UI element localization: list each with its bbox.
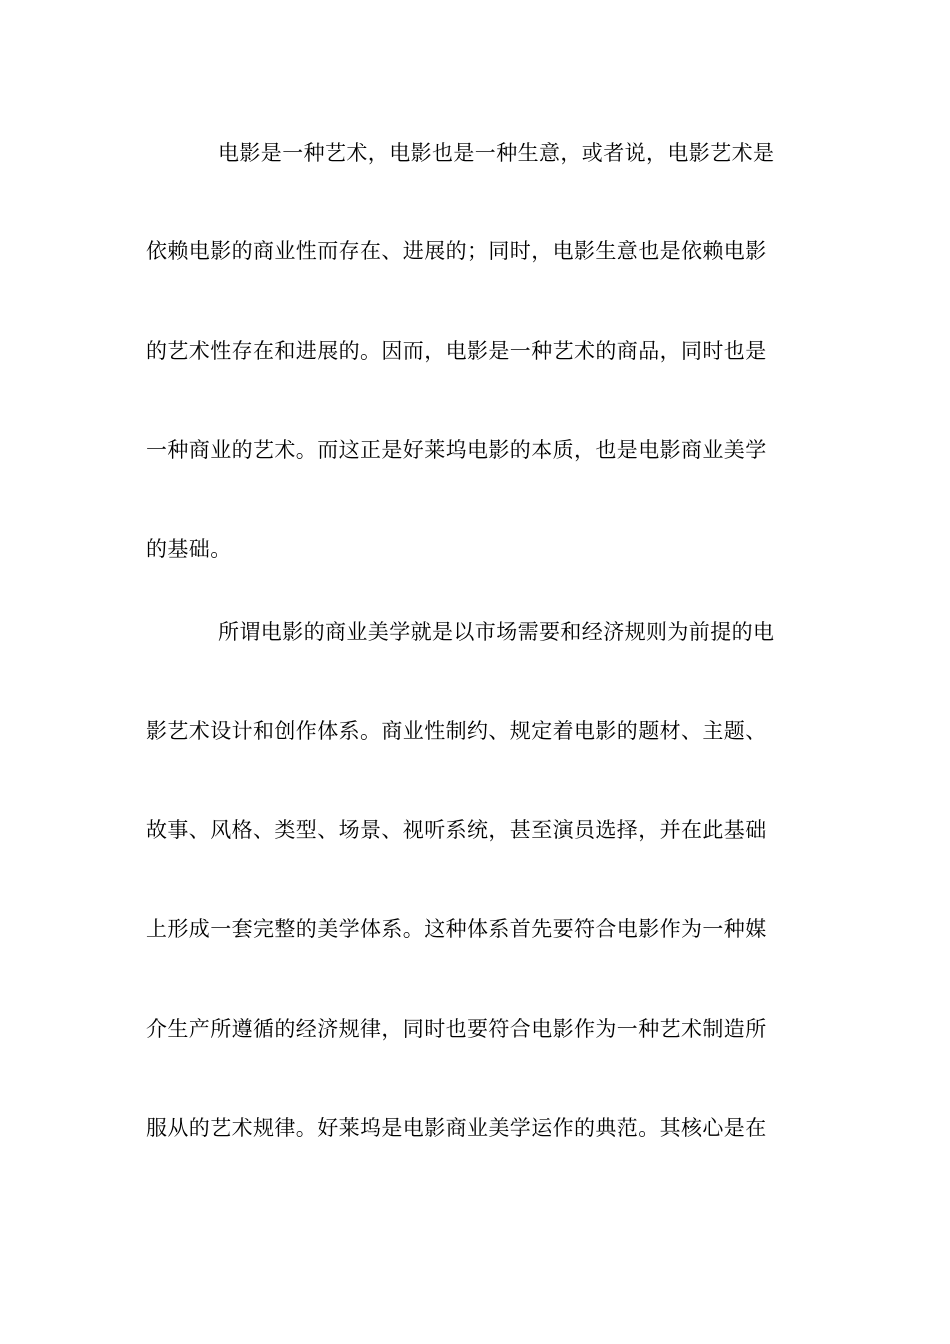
- paragraph-1-line-1: 电影是一种艺术，电影也是一种生意，或者说，电影艺术是: [218, 141, 775, 165]
- paragraph-2-line-5: 介生产所遵循的经济规律，同时也要符合电影作为一种艺术制造所: [146, 1017, 767, 1041]
- paragraph-1-line-4: 一种商业的艺术。而这正是好莱坞电影的本质，也是电影商业美学: [146, 438, 767, 462]
- paragraph-1-line-5: 的基础。: [146, 537, 232, 561]
- paragraph-1-line-2: 依赖电影的商业性而存在、进展的；同时，电影生意也是依赖电影: [146, 239, 767, 263]
- paragraph-2-line-3: 故事、风格、类型、场景、视听系统，甚至演员选择，并在此基础: [146, 818, 767, 842]
- paragraph-2-line-4: 上形成一套完整的美学体系。这种体系首先要符合电影作为一种媒: [146, 917, 767, 941]
- paragraph-1-line-3: 的艺术性存在和进展的。因而，电影是一种艺术的商品，同时也是: [146, 339, 767, 363]
- paragraph-2-line-2: 影艺术设计和创作体系。商业性制约、规定着电影的题材、主题、: [146, 719, 767, 743]
- paragraph-2-line-1: 所谓电影的商业美学就是以市场需要和经济规则为前提的电: [218, 620, 775, 644]
- paragraph-2-line-6: 服从的艺术规律。好莱坞是电影商业美学运作的典范。其核心是在: [146, 1116, 767, 1140]
